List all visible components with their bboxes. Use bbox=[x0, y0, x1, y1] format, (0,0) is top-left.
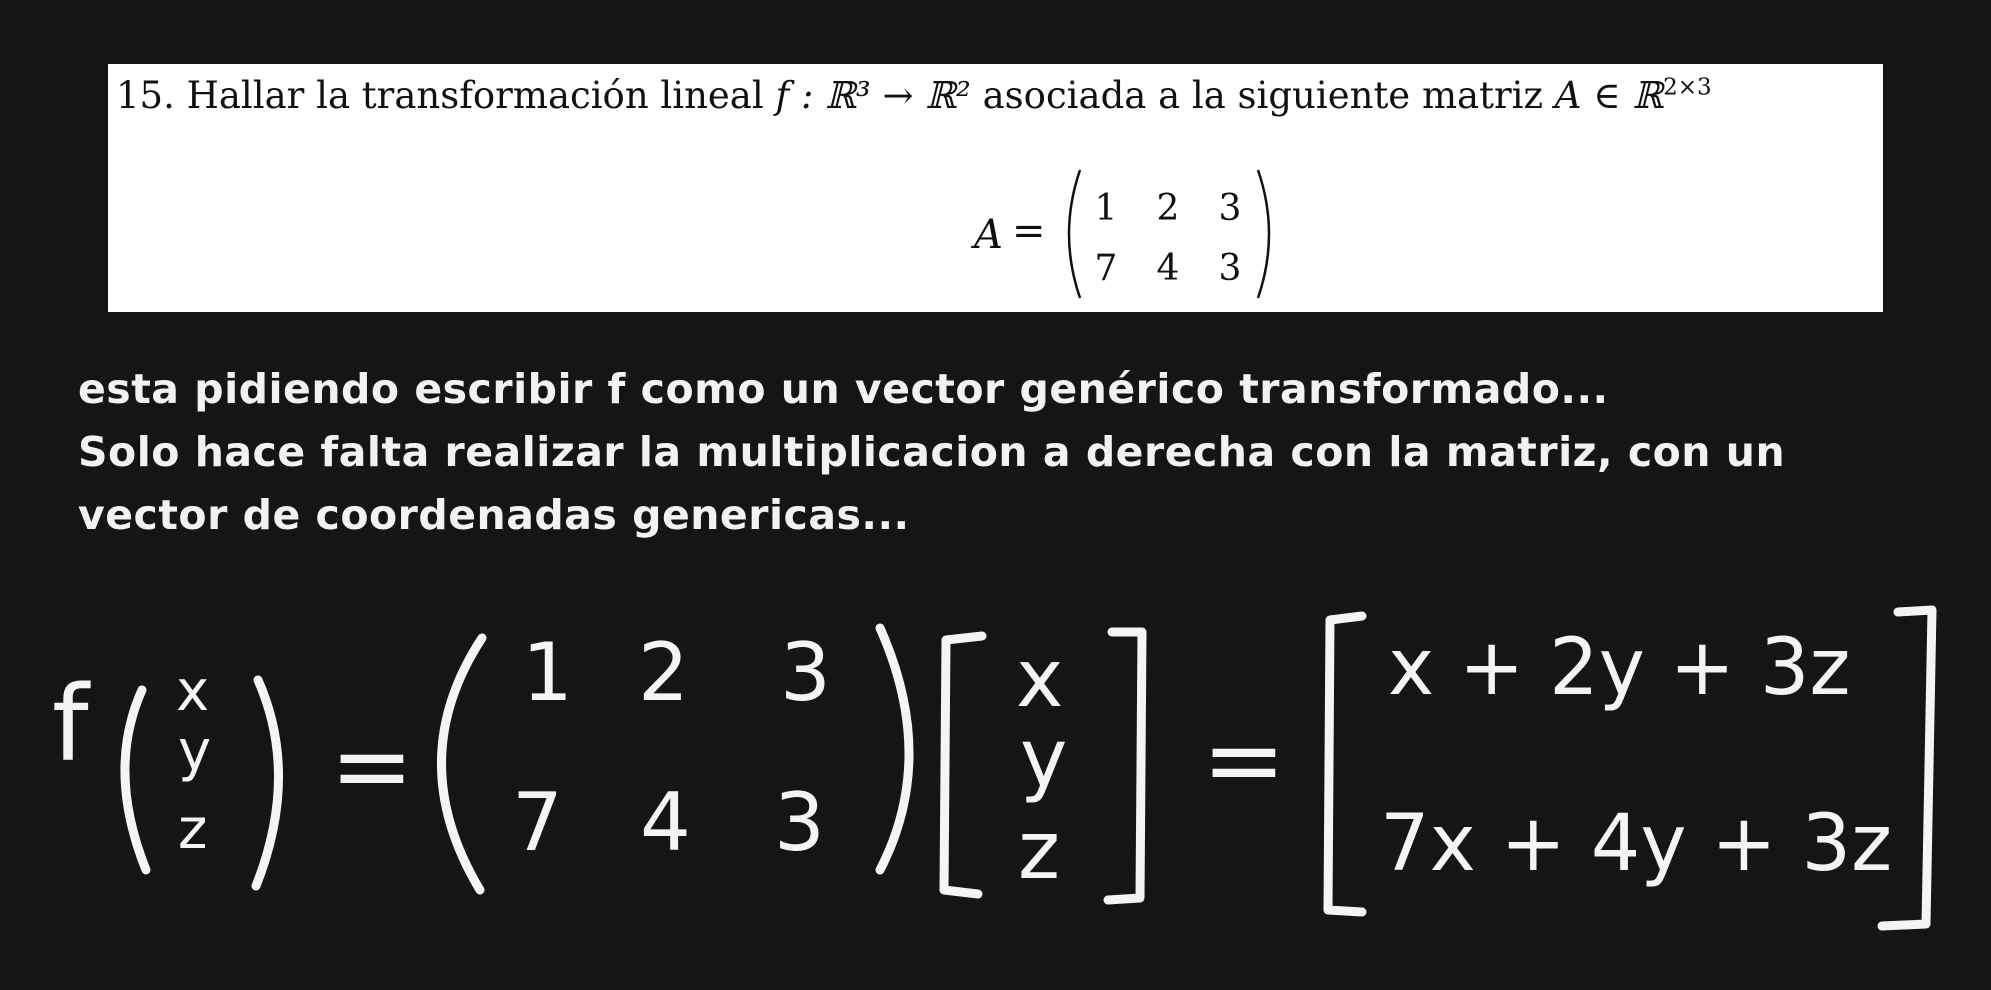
matrix-dims: 2×3 bbox=[1663, 74, 1712, 101]
hand-vector-x: x bbox=[1016, 632, 1064, 725]
problem-text-after: asociada a la siguiente matriz bbox=[982, 74, 1543, 117]
hand-result-row-1: x + 2y + 3z bbox=[1388, 623, 1851, 713]
hand-result-left-bracket-icon bbox=[1328, 616, 1362, 912]
hand-input-z: z bbox=[178, 797, 208, 862]
note-line: Solo hace falta realizar la multiplicacion a derecha con la matriz, con un bbox=[78, 428, 1786, 476]
matrix-equals: = bbox=[1012, 208, 1046, 254]
matrix-cell: 7 bbox=[1094, 248, 1118, 289]
hand-matrix-cell: 3 bbox=[774, 776, 825, 869]
note-line: esta pidiendo escribir f como un vector genérico transformado... bbox=[78, 365, 1609, 413]
hand-right-paren-icon bbox=[256, 680, 279, 886]
hand-vector-z: z bbox=[1018, 804, 1060, 897]
matrix-cell: 1 bbox=[1094, 188, 1118, 229]
hand-func: f bbox=[52, 663, 89, 785]
hand-vector-y: y bbox=[1020, 712, 1068, 805]
hand-equals: = bbox=[330, 707, 414, 824]
matrix-cell: 3 bbox=[1218, 248, 1242, 289]
hand-vector-left-bracket-icon bbox=[944, 636, 982, 894]
hand-matrix-right-paren-icon bbox=[880, 628, 909, 870]
hand-left-paren-icon bbox=[125, 690, 146, 870]
matrix-cell: 4 bbox=[1156, 248, 1180, 289]
hand-matrix-left-paren-icon bbox=[441, 638, 482, 890]
hand-vector-right-bracket-icon bbox=[1108, 632, 1142, 900]
matrix-cell: 3 bbox=[1218, 188, 1242, 229]
hand-equals-2: = bbox=[1202, 701, 1286, 818]
hand-matrix-cell: 2 bbox=[638, 626, 689, 719]
function-signature: f : ℝ³ → ℝ² bbox=[775, 74, 971, 117]
matrix-label: A bbox=[974, 212, 1003, 258]
problem-number: 15. bbox=[116, 74, 175, 117]
note-line: vector de coordenadas genericas... bbox=[78, 491, 910, 539]
hand-matrix-cell: 1 bbox=[522, 626, 573, 719]
matrix-cell: 2 bbox=[1156, 188, 1180, 229]
matrix-set: A ∈ ℝ bbox=[1554, 74, 1664, 117]
hand-matrix-cell: 7 bbox=[512, 776, 563, 869]
hand-result-row-2: 7x + 4y + 3z bbox=[1380, 799, 1893, 889]
hand-matrix-cell: 3 bbox=[780, 626, 831, 719]
hand-input-x: x bbox=[176, 659, 210, 724]
hand-input-y: y bbox=[178, 719, 212, 784]
problem-text-before: Hallar la transformación lineal bbox=[186, 74, 764, 117]
hand-matrix-cell: 4 bbox=[640, 776, 691, 869]
